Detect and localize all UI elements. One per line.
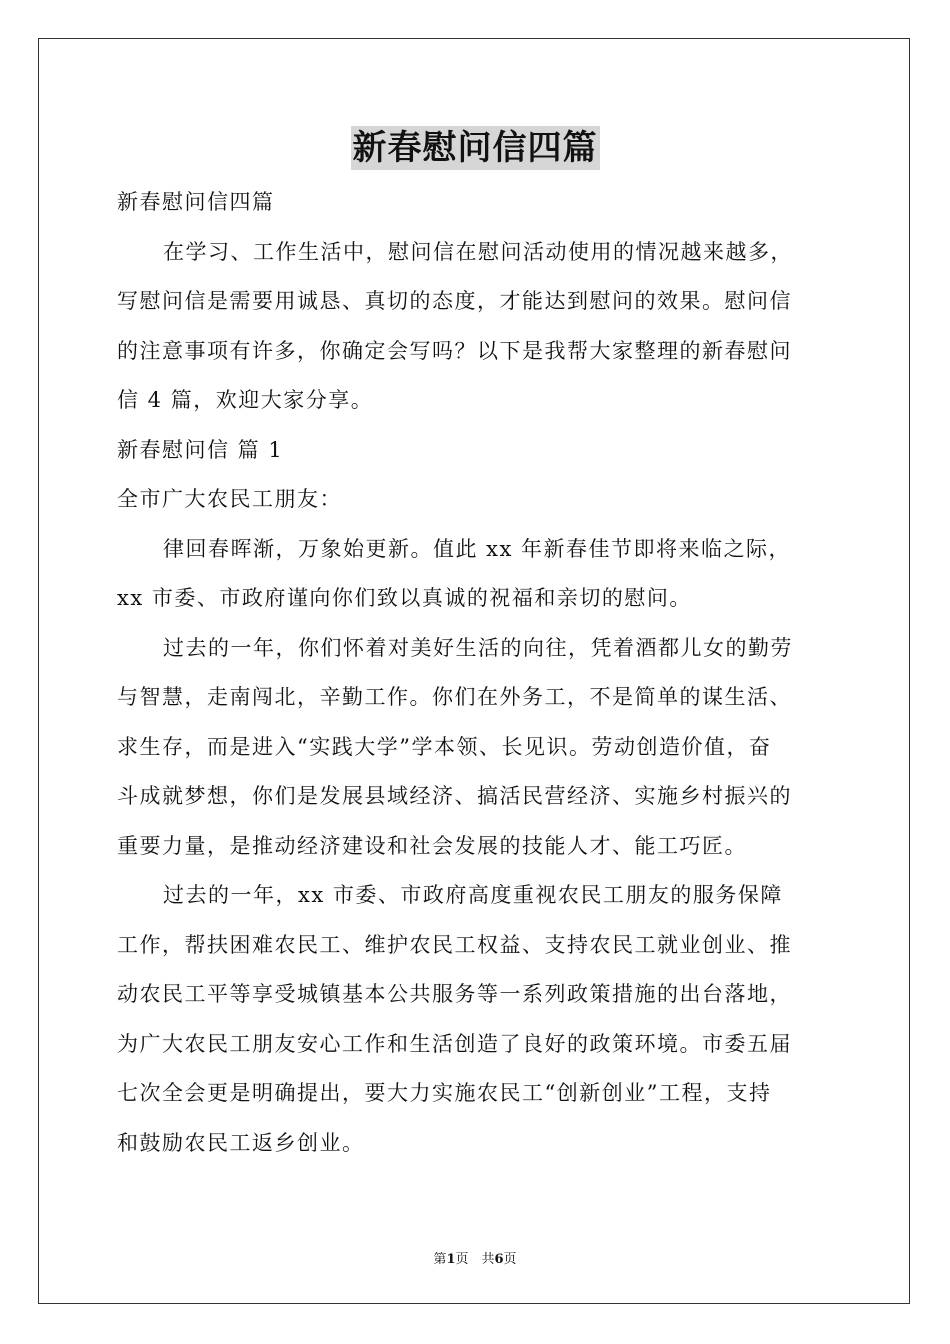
text-line: 动农民工平等享受城镇基本公共服务等一系列政策措施的出台落地，	[117, 982, 792, 1006]
text-line: 过去的一年，你们怀着对美好生活的向往，凭着酒都儿女的勤劳	[163, 635, 793, 660]
footer-suffix: 页	[503, 1252, 517, 1267]
text-line: 斗成就梦想，你们是发展县域经济、搞活民营经济、实施乡村振兴的	[117, 784, 792, 808]
text-line: 信 4 篇，欢迎大家分享。	[117, 388, 374, 412]
document-body	[117, 178, 857, 1168]
text-line: 在学习、工作生活中，慰问信在慰问活动使用的情况越来越多，	[163, 239, 793, 264]
footer-page-current: 1	[446, 1252, 456, 1267]
text-line: 工作，帮扶困难农民工、维护农民工权益、支持农民工就业创业、推	[117, 932, 792, 957]
text-line: 新春慰问信 篇 1	[117, 437, 284, 462]
text-line: 与智慧，走南闯北，辛勤工作。你们在外务工，不是简单的谋生活、	[117, 685, 792, 709]
text-line: 全市广大农民工朋友：	[117, 487, 342, 511]
text-line: 律回春晖渐，万象始更新。值此 xx 年新春佳节即将来临之际，	[163, 536, 792, 561]
text-line: 新春慰问信四篇	[117, 190, 275, 214]
document-title: 新春慰问信四篇	[352, 128, 598, 168]
text-line: 和鼓励农民工返乡创业。	[117, 1130, 365, 1155]
text-line: 的注意事项有许多，你确定会写吗？以下是我帮大家整理的新春慰问	[117, 338, 792, 363]
footer-page-total: 6	[494, 1252, 504, 1267]
text-line: 过去的一年，xx 市委、市政府高度重视农民工朋友的服务保障	[163, 883, 783, 907]
footer-prefix: 第	[433, 1252, 447, 1267]
page-footer	[0, 1248, 950, 1267]
text-line: 求生存，而是进入“实践大学”学本领、长见识。劳动创造价值，奋	[117, 734, 772, 759]
text-line: 七次全会更是明确提出，要大力实施农民工“创新创业”工程，支持	[117, 1081, 772, 1105]
text-line: 重要力量，是推动经济建设和社会发展的技能人才、能工巧匠。	[117, 833, 747, 858]
title-container	[0, 126, 950, 170]
text-line: xx 市委、市政府谨向你们致以真诚的祝福和亲切的慰问。	[117, 586, 692, 610]
text-line: 写慰问信是需要用诚恳、真切的态度，才能达到慰问的效果。慰问信	[117, 289, 792, 313]
footer-mid: 页 共	[455, 1252, 495, 1267]
text-line: 为广大农民工朋友安心工作和生活创造了良好的政策环境。市委五届	[117, 1031, 792, 1056]
